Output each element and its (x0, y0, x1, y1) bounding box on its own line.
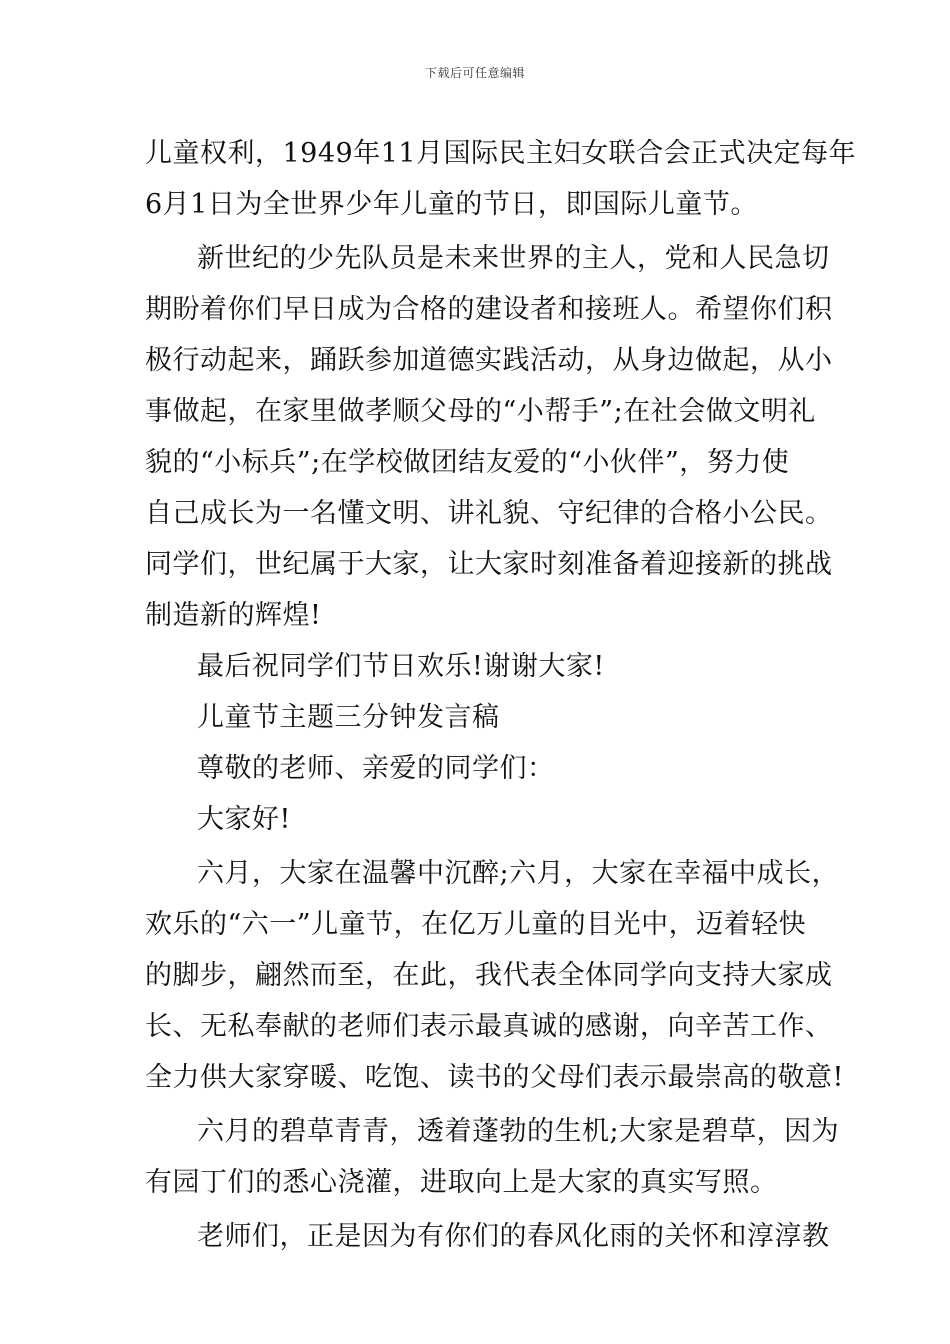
text-line: 欢乐的“六一”儿童节，在亿万儿童的目光中，迈着轻快 (145, 909, 807, 940)
text-line: 极行动起来，踊跃参加道德实践活动，从身边做起，从小 (145, 345, 833, 376)
page-header: 下载后可任意编辑 (424, 66, 525, 80)
text-line: 制造新的辉煌! (145, 600, 322, 631)
greeting: 大家好! (197, 804, 291, 835)
paragraph-start: 新世纪的少先队员是未来世界的主人，党和人民急切 (197, 243, 830, 274)
text-line: 自己成长为一名懂文明、讲礼貌、守纪律的合格小公民。 (145, 498, 833, 529)
salutation: 尊敬的老师、亲爱的同学们： (197, 753, 555, 784)
text-line: 的脚步，翩然而至，在此，我代表全体同学向支持大家成 (145, 960, 833, 991)
text-line: 6月1日为全世界少年儿童的节日，即国际儿童节。 (145, 189, 758, 220)
text-line: 全力供大家穿暖、吃饱、读书的父母们表示最崇高的敬意! (145, 1062, 844, 1093)
paragraph-start: 六月，大家在温馨中沉醉;六月，大家在幸福中成长， (197, 858, 840, 889)
text-line: 貌的“小标兵”;在学校做团结友爱的“小伙伴”，努力使 (145, 447, 790, 478)
text-line: 同学们，世纪属于大家，让大家时刻准备着迎接新的挑战 (145, 549, 833, 580)
paragraph-start: 老师们，正是因为有你们的春风化雨的关怀和淳淳教 (197, 1221, 830, 1252)
document-body (145, 128, 857, 1262)
text-line: 长、无私奉献的老师们表示最真诚的感谢，向辛苦工作、 (145, 1011, 833, 1042)
text-line: 有园丁们的悉心浇灌，进取向上是大家的真实写照。 (145, 1167, 778, 1198)
section-title: 儿童节主题三分钟发言稿 (197, 702, 500, 733)
text-line: 儿童权利，1949年11月国际民主妇女联合会正式决定每年 (145, 138, 857, 169)
text-line: 期盼着你们早日成为合格的建设者和接班人。希望你们积 (145, 294, 833, 325)
paragraph-start: 六月的碧草青青，透着蓬勃的生机;大家是碧草，因为 (197, 1116, 840, 1147)
text-line: 事做起，在家里做孝顺父母的“小帮手”;在社会做文明礼 (145, 396, 816, 427)
paragraph-start: 最后祝同学们节日欢乐!谢谢大家! (197, 651, 605, 682)
